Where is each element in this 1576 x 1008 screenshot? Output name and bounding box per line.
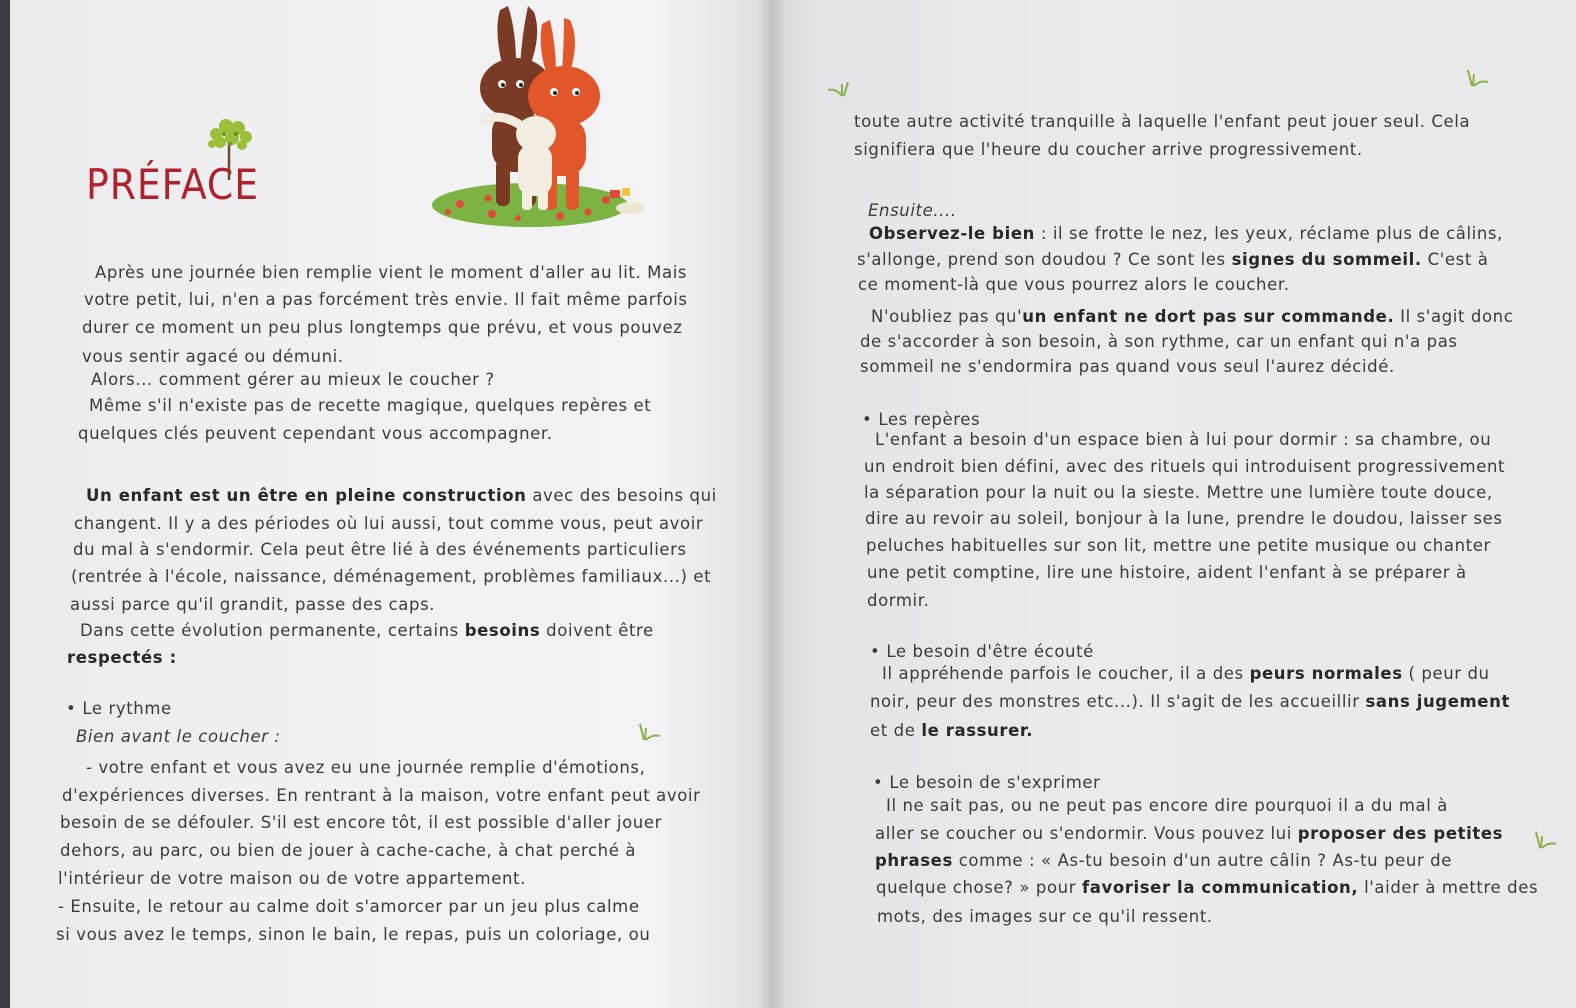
- bold-phrase: phrases: [875, 851, 953, 870]
- sprig-icon: [826, 80, 852, 102]
- intro-line-3: durer ce moment un peu plus longtemps que prévu, et vous pouvez: [82, 318, 683, 337]
- nubliez-line-1: [871, 309, 1513, 326]
- ensuite-label: Ensuite....: [868, 201, 957, 220]
- rythme-line-5: l'intérieur de votre maison ou de votre appartement.: [58, 869, 526, 888]
- paragraph-2-line-4: (rentrée à l'école, naissance, déménagement, problèmes familiaux...) et: [71, 567, 712, 586]
- top-line-2: signifiera que l'heure du coucher arrive progressivement.: [854, 140, 1363, 159]
- section-rythme-subtitle: Bien avant le coucher :: [76, 727, 281, 746]
- text-span: Il appréhende parfois le coucher, il a des: [882, 664, 1250, 683]
- reperes-line-2: un endroit bien défini, avec des rituels qui introduisent progressivement: [864, 457, 1506, 476]
- text-span: s'allonge, prend son doudou ? Ce sont les: [857, 250, 1232, 269]
- paragraph-3-line-1: [80, 623, 654, 640]
- observe-line-2: [857, 252, 1488, 269]
- reperes-line-1: L'enfant a besoin d'un espace bien à lui pour dormir : sa chambre, ou: [875, 430, 1492, 449]
- intro-line-6: Même s'il n'existe pas de recette magique, quelques repères et: [89, 396, 652, 415]
- sprig-icon: [636, 722, 662, 744]
- exprimer-line-4: [876, 880, 1538, 897]
- section-reperes-title: • Les repères: [862, 412, 980, 429]
- nubliez-line-3: sommeil ne s'endormira pas quand vous seul l'aurez décidé.: [860, 357, 1395, 376]
- bold-phrase: besoins: [464, 621, 541, 640]
- paragraph-2-line-2: changent. Il y a des périodes où lui aussi, tout comme vous, peut avoir: [74, 514, 704, 533]
- bold-phrase: peurs normales: [1249, 664, 1403, 683]
- ecoute-line-3: [870, 723, 1033, 740]
- nubliez-line-2: de s'accorder à son besoin, à son rythme, car un enfant qui n'a pas: [860, 332, 1458, 351]
- text-span: l'aider à mettre des: [1358, 878, 1539, 897]
- rythme-line-7: si vous avez le temps, sinon le bain, le repas, puis un coloriage, ou: [56, 925, 651, 944]
- paragraph-2-line-1: [86, 488, 717, 505]
- observe-line-3: ce moment-là que vous pourrez alors le coucher.: [858, 275, 1290, 294]
- text-span: C'est à: [1421, 250, 1489, 269]
- paragraph-3-line-2: respectés :: [67, 648, 177, 667]
- section-exprimer-title: • Le besoin de s'exprimer: [873, 775, 1101, 792]
- book-gutter: [755, 0, 785, 1008]
- reperes-line-6: une petit comptine, lire une histoire, aident l'enfant à se préparer à: [867, 563, 1467, 582]
- ecoute-line-1: [882, 666, 1490, 683]
- text-span: N'oubliez pas qu': [871, 307, 1023, 326]
- text-span: Il s'agit donc: [1394, 307, 1514, 326]
- bunnies-illustration: [430, 0, 670, 232]
- text-span: noir, peur des monstres etc...). Il s'agit de les accueillir: [870, 692, 1366, 711]
- bold-phrase: proposer des petites: [1297, 824, 1504, 843]
- text-span: aller se coucher ou s'endormir. Vous pouvez lui: [875, 824, 1298, 843]
- text-span: avec des besoins qui: [526, 486, 717, 505]
- paragraph-2-line-3: du mal à s'endormir. Cela peut être lié à des événements particuliers: [73, 540, 687, 559]
- text-span: ( peur du: [1402, 664, 1490, 683]
- bold-phrase: Observez-le bien: [869, 224, 1035, 243]
- rythme-line-6: - Ensuite, le retour au calme doit s'amorcer par un jeu plus calme: [58, 897, 640, 916]
- paragraph-2-line-5: aussi parce qu'il grandit, passe des caps.: [70, 595, 436, 614]
- rythme-line-1: - votre enfant et vous avez eu une journée remplie d'émotions,: [86, 758, 646, 777]
- observe-line-1: [869, 226, 1503, 243]
- text-span: comme : « As-tu besoin d'un autre câlin ? As-tu peur de: [952, 851, 1453, 870]
- rythme-line-4: dehors, au parc, ou bien de jouer à cache-cache, à chat perché à: [60, 841, 637, 860]
- bold-phrase: le rassurer.: [921, 721, 1034, 740]
- intro-line-1: Après une journée bien remplie vient le moment d'aller au lit. Mais: [95, 263, 688, 282]
- bold-phrase: un enfant ne dort pas sur commande.: [1022, 307, 1395, 326]
- rythme-line-3: besoin de se défouler. S'il est encore tôt, il est possible d'aller jouer: [60, 813, 662, 832]
- text-span: : il se frotte le nez, les yeux, réclame plus de câlins,: [1034, 224, 1503, 243]
- ecoute-line-2: [870, 694, 1510, 711]
- exprimer-line-3: [875, 853, 1452, 870]
- bold-phrase: sans jugement: [1365, 692, 1510, 711]
- reperes-line-5: peluches habituelles sur son lit, mettre une petite musique ou chanter: [866, 536, 1491, 555]
- intro-line-7: quelques clés peuvent cependant vous accompagner.: [78, 424, 553, 443]
- bold-phrase: Un enfant est un être en pleine construction: [86, 486, 527, 505]
- exprimer-line-1: Il ne sait pas, ou ne peut pas encore dire pourquoi il a du mal à: [886, 796, 1449, 815]
- reperes-line-4: dire au revoir au soleil, bonjour à la lune, prendre le doudou, laisser ses: [865, 509, 1503, 528]
- section-rythme-title: • Le rythme: [66, 701, 172, 718]
- intro-line-5: Alors... comment gérer au mieux le coucher ?: [91, 370, 495, 389]
- section-ecoute-title: • Le besoin d'être écouté: [870, 644, 1094, 661]
- intro-line-2: votre petit, lui, n'en a pas forcément très envie. Il fait même parfois: [84, 290, 688, 309]
- text-span: et de: [870, 721, 922, 740]
- sprig-icon: [1532, 830, 1558, 852]
- top-line-1: toute autre activité tranquille à laquelle l'enfant peut jouer seul. Cela: [854, 112, 1471, 131]
- exprimer-line-5: mots, des images sur ce qu'il ressent.: [877, 907, 1213, 926]
- text-span: doivent être: [540, 621, 654, 640]
- bold-phrase: signes du sommeil.: [1231, 250, 1422, 269]
- rythme-line-2: d'expériences diverses. En rentrant à la maison, votre enfant peut avoir: [62, 786, 701, 805]
- reperes-line-7: dormir.: [867, 591, 930, 610]
- page-title: PRÉFACE: [86, 160, 259, 209]
- text-span: Dans cette évolution permanente, certains: [80, 621, 465, 640]
- sprig-icon: [1464, 68, 1490, 90]
- bold-phrase: favoriser la communication,: [1081, 878, 1359, 897]
- exprimer-line-2: [875, 826, 1503, 843]
- reperes-line-3: la séparation pour la nuit ou la sieste. Mettre une lumière toute douce,: [864, 483, 1493, 502]
- intro-line-4: vous sentir agacé ou démuni.: [82, 347, 344, 366]
- text-span: quelque chose? » pour: [876, 878, 1082, 897]
